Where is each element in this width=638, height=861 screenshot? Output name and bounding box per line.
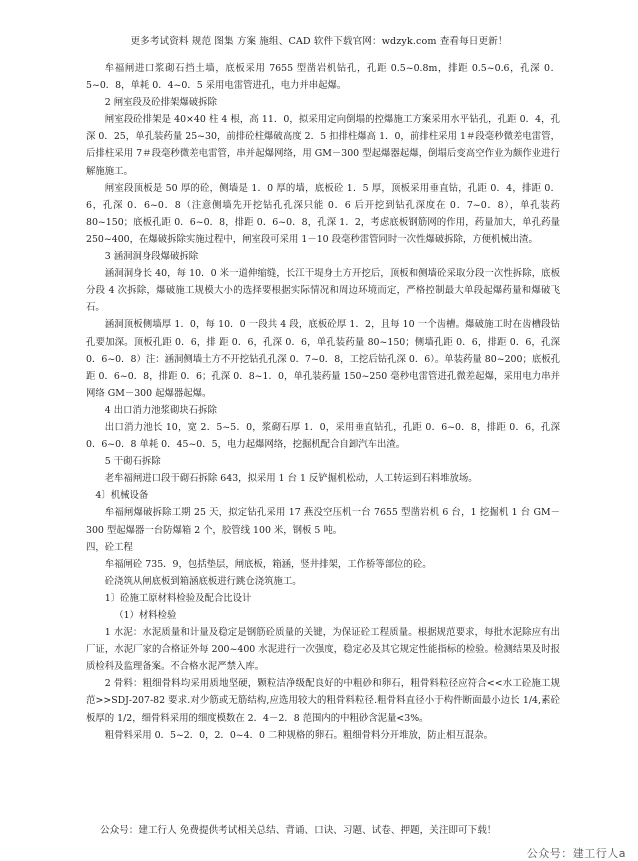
paragraph: 出口消力池长 10，宽 2．5~5．0，浆砌石厚 1．0，采用垂直钻孔，孔距 0．6~0．8，排距 0．6，孔深 0．6~0．8 单耗 0．45~0．5，电力起爆网络，挖掘机配合自卸汽车出渣。 bbox=[86, 421, 560, 451]
paragraph: 5 干砌石拆除 bbox=[104, 456, 161, 468]
paragraph: （1）材料检验 bbox=[114, 610, 177, 621]
paragraph: 2 闸室段及砼排架爆破拆除 bbox=[104, 97, 217, 109]
paragraph: 涵洞顶板侧墙厚 1．0，每 10．0 一段共 4 段，底板砼厚 1．2，且每 10 一个齿槽。爆破施工时在齿槽段钻孔要加深。顶板孔距 0．6，排 距 0．6，孔深 0．6，单孔装药量 80~150；侧墙孔距 0．6，排距 0．6，孔深 0．6~0．8）注：涵洞侧墙土方不开挖钻孔孔深 0．7~0．8，工挖后钻孔深 0．6）。单装药量 80~200；底板孔距 0．6~0．8，排距 0．6；孔深 0．8~1．0，单孔装药量 150~250 毫秒电雷管进孔微差起爆，采用电力串并网络 GM－300 起爆器起爆。 bbox=[86, 319, 560, 399]
paragraph: 1 水泥：水泥质量和计量及稳定是钢筋砼质量的关键，为保证砼工程质量。根据规范要求，每批水泥除应有出厂证，水泥厂家的合格证外每 200~400 水泥进行一次强度，稳定必及其它规定性能指标的检验。检测结果及时报质检科及监理备案。不合格水泥严禁入库。 bbox=[86, 627, 560, 673]
paragraph: 四，砼工程 bbox=[86, 541, 133, 553]
paragraph: 3 涵洞洞身段爆破拆除 bbox=[104, 251, 199, 263]
paragraph: 砼浇筑从闸底板到箱涵底板进行跳仓浇筑施工。 bbox=[104, 575, 302, 587]
paragraph: 牟福闸爆破拆除工期 25 天，拟定钻孔采用 17 燕没空压机一台 7655 型凿岩机 6 台，1 挖掘机 1 台 GM－300 型起爆器一台防爆箱 2 个，胶管线 100 米，钢板 5 吨。 bbox=[86, 507, 560, 536]
page-footer: 公众号：建工行人 免费提供考试相关总结、背诵、口诀、习题、试卷、押题，关注即可下载！ bbox=[100, 825, 497, 836]
paragraph: 牟福闸进口浆砌石挡土墙，底板采用 7655 型凿岩机钻孔，孔距 0.5~0.8m，排距 0.5~0.6，孔深 0．5~0．8，单耗 0．4~0．5 采用电雷管进孔，电力并串起爆。 bbox=[86, 63, 560, 92]
paragraph: 闸室段顶板是 50 厚的砼，侧墙是 1．0 厚的墙，底板砼 1．5 厚，顶板采用垂直钻，孔距 0．4，排距 0．6，孔深 0．6~0．8（注意侧墙先开挖钻孔孔深只能 0．6 后开挖到钻孔深度在 0．7~0．8），单孔装药 80~150；底板孔距 0．6~0．8，排距 0．6~0．8，孔深 1．2，考虑底板钢筋网的作用，药量加大，单孔药量 250~400，在爆破拆除实施过程中，闸室段可采用 1－10 段毫秒雷管同时一次性爆破拆除，方便机械出渣。 bbox=[86, 182, 560, 245]
watermark: 公众号：建工行人a bbox=[526, 847, 626, 860]
paragraph: 1〕砼施工原材料检验及配合比设计 bbox=[104, 592, 252, 604]
paragraph: 4 出口消力池浆砌块石拆除 bbox=[104, 404, 217, 416]
paragraph: 涵洞洞身长 40，每 10．0 米一道伸缩缝，长江干堤身土方开挖后，顶板和侧墙砼采取分段一次性拆除，底板分段 4 次拆除，爆破施工规模大小的选择要根据实际情况和周边环境而定，严格控制最大单段起爆药量和爆破飞石。 bbox=[86, 268, 560, 314]
paragraph: 4〕机械设备 bbox=[95, 490, 149, 502]
paragraph: 2 骨料：粗细骨料均采用质地坚硬，颗粒洁净级配良好的中粗砂和卵石，粗骨料粒径应符合<<水工砼施工规范>>SDJ-207-82 要求.对少筋或无筋结构,应选用较大的粗骨料粒径.粗骨料直径小于构件断面最小边长 1/4,素砼板厚的 1/2，细骨料采用的细度模数在 2．4－2．8 范围内的中粗砂含泥量<3%。 bbox=[86, 678, 560, 724]
paragraph: 牟福闸砼 735．9，包括垫层，闸底板，箱涵，竖井排架，工作桥等部位的砼。 bbox=[104, 558, 432, 570]
document-body bbox=[86, 60, 560, 744]
page-header: 更多考试资料 规范 图集 方案 施组、CAD 软件下载官网：wdzyk.com 查看每日更新！ bbox=[130, 36, 508, 47]
paragraph: 老牟福闸进口段干砌石拆除 643，拟采用 1 台 1 反铲掘机松动，人工转运到石料堆放场。 bbox=[104, 473, 478, 485]
paragraph: 粗骨料采用 0．5~2．0，2．0~4．0 二种规格的卵石。粗细骨料分开堆放，防止相互混杂。 bbox=[104, 729, 493, 741]
paragraph: 闸室段砼排架是 40×40 柱 4 根，高 11．0，拟采用定向倒塌的控爆施工方案采用水平钻孔，孔距 0．4，孔深 0．25，单孔装药量 25~30，前排砼柱爆破高度 2．5 扣排柱爆高 1．0，前排柱采用 1＃段毫秒微差电雷管，后排柱采用 7＃段毫秒微差电雷管，串并起爆网络，用 GM－300 型起爆器起爆，倒塌后变高空作业为颇作业进行解施施工。 bbox=[86, 114, 560, 177]
